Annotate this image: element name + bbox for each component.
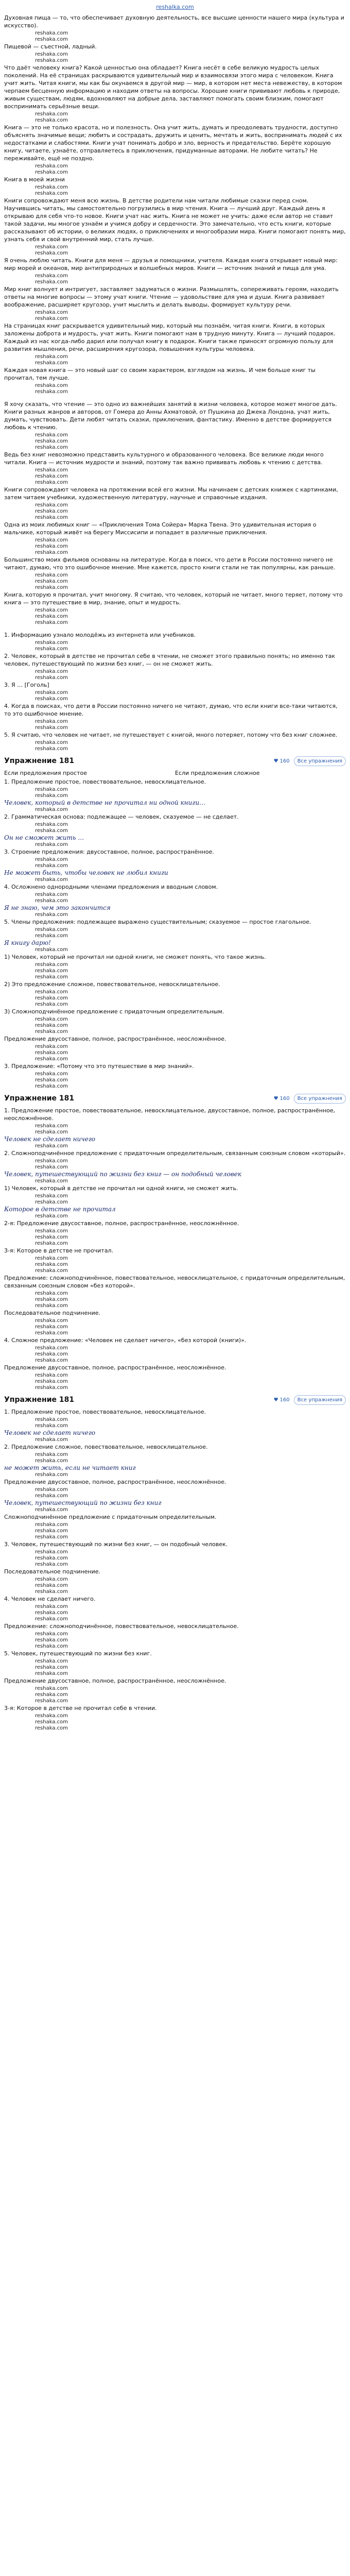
exercise-line: 5. Члены предложения: подлежащее выражено существительным; сказуемое — простое глагольное. (4, 919, 311, 925)
heart-icon: ♥ (273, 758, 278, 764)
exercise-section (4, 756, 346, 1090)
all-exercises-link[interactable]: Все упражнения (294, 756, 346, 766)
heart-icon: ♥ (273, 1096, 278, 1101)
exercise-header (4, 1395, 346, 1405)
watermark: reshaka.com (35, 1262, 68, 1267)
exercise-line: Последовательное подчинение. (4, 1310, 101, 1316)
exercise-line: 2. Предложение сложное, повествовательное, невосклицательное. (4, 1444, 208, 1450)
watermark: reshaka.com (35, 1385, 68, 1391)
exercise-line: 1) Человек, который не прочитал ни одной книги, не сможет понять, что такое жизнь. (4, 954, 266, 960)
heart-icon: ♥ (273, 1397, 278, 1403)
watermark: reshaka.com (35, 1029, 68, 1035)
exercise-line: Последовательное подчинение. (4, 1568, 101, 1575)
watermark: reshaka.com (35, 1199, 68, 1205)
watermark: reshaka.com (35, 1178, 68, 1184)
watermark: reshaka.com (35, 989, 68, 995)
numbered-sentences (4, 631, 346, 752)
watermark: reshaka.com (35, 640, 68, 646)
exercise-line: 2-я: Предложение двусоставное, полное, распространённое, неосложнённое. (4, 1220, 239, 1227)
watermark: reshaka.com (35, 383, 68, 388)
watermark: reshaka.com (35, 360, 68, 366)
like-button[interactable] (274, 757, 290, 765)
watermark: reshaka.com (35, 1193, 68, 1199)
watermark: reshaka.com (35, 607, 68, 613)
handwritten-note: не может жить, если не читает книг (4, 1464, 136, 1471)
intro-paragraph: Книги сопровождают меня всю жизнь. В детстве родители нам читали любимые сказки перед сном. Научившись читать, мы самостоятельно погрузились в мир чтения. Книга — лучший друг. Каждый день я открываю для себя что-то новое. Книги учат нас жить. Книга не может не учить: даже если автор не ставит такой задачи, мы многое узнаём и учимся добру и сердечности. Это замечательно, что есть книги, которые рассказывают об истории, о великих людях, о приключениях и многообразии мира. Книги помогают понять мир, узнать себя и свой внутренний мир, стать лучше. (4, 197, 346, 243)
watermark: reshaka.com (35, 1423, 68, 1429)
reading-paragraph: Одна из моих любимых книг — «Приключения Тома Сойера» Марка Твена. Это удивительная история о мальчике, который живёт на берегу Миссисипи и попадает в различные приключения. (4, 521, 317, 536)
watermark: reshaka.com (35, 1158, 68, 1164)
watermark: reshaka.com (35, 1123, 68, 1129)
watermark: reshaka.com (35, 184, 68, 190)
handwritten-note: Которое в детстве не прочитал (4, 1206, 116, 1213)
watermark: reshaka.com (35, 316, 68, 321)
reading-paragraph: Ведь без книг невозможно представить культурного и образованного человека. Все великие люди много читали. Книга — источник мудрости и знаний, поэтому так важно прививать любовь к чтению с детства. (4, 451, 324, 466)
watermark: reshaka.com (35, 787, 68, 792)
watermark: reshaka.com (35, 1023, 68, 1028)
exercise-controls (274, 1094, 346, 1104)
exercise-line: 4. Сложное предложение: «Человек не сделает ничего», «без которой (книги)». (4, 1337, 247, 1344)
handwritten-note: Я книгу дарю! (4, 939, 51, 946)
column-right-head: Если предложения сложное (175, 770, 260, 776)
watermark: reshaka.com (35, 863, 68, 869)
watermark: reshaka.com (35, 669, 68, 674)
watermark: reshaka.com (35, 509, 68, 514)
watermark: reshaka.com (35, 1358, 68, 1363)
handwritten-note: Человек, путешествующий по жизни без книг — он подобный человек (4, 1171, 242, 1178)
exercises (4, 756, 346, 1732)
watermark: reshaka.com (35, 1643, 68, 1649)
exercise-line: 1) Человек, который в детстве не прочитал ни одной книги, не сможет жить. (4, 1185, 238, 1192)
watermark: reshaka.com (35, 1549, 68, 1555)
exercise-line: 2. Сложноподчинённое предложение с придаточным определительным, связанным союзным словом «который». (4, 1150, 346, 1157)
handwritten-note: Человек, путешествующий по жизни без книг (4, 1499, 162, 1506)
intro-paragraph: На страницах книг раскрывается удивительный мир, который мы познаём, читая книги. Книги, в которых заложены доброта и мудрость, учат жить. Книги помогают нам в трудную минуту. Книга — лучший подарок. Каждый из нас когда-либо дарил или получал книгу в подарок. Книги также приносят огромную пользу для развития мышления, речи, расширения кругозора, повышения культуры человека. (4, 323, 336, 352)
exercise-line: 4. Осложнено однородными членами предложения и вводным словом. (4, 884, 218, 890)
exercise-section (4, 1094, 346, 1391)
watermark: reshaka.com (35, 1129, 68, 1135)
watermark: reshaka.com (35, 1234, 68, 1240)
watermark: reshaka.com (35, 1452, 68, 1458)
watermark: reshaka.com (35, 1725, 68, 1731)
exercise-header (4, 756, 346, 766)
exercise-line: Предложение двусоставное, полное, распространённое, неосложнённое. (4, 1036, 226, 1042)
numbered-sentence: 5. Я считаю, что человек не читает, не путешествует с книгой, много потеряет, потому что без книг сложнее. (4, 732, 338, 738)
reading-paragraph: Большинство моих фильмов основаны на литературе. Когда в поиск, что дети в России постоянно ничего не читают, думаю, что это ошибочное мнение. Мне кажется, просто книги стали не так популярны, как раньше. (4, 556, 336, 571)
watermark: reshaka.com (35, 550, 68, 555)
watermark: reshaka.com (35, 1713, 68, 1719)
numbered-sentence: 1. Информацию узнало молодёжь из интернета или учебников. (4, 632, 196, 638)
watermark: reshaka.com (35, 1665, 68, 1670)
watermark: reshaka.com (35, 968, 68, 974)
watermark: reshaka.com (35, 1589, 68, 1595)
intro-paragraph: Пищевой — съестной, ладный. (4, 43, 97, 50)
watermark: reshaka.com (35, 1528, 68, 1534)
watermark: reshaka.com (35, 579, 68, 584)
exercise-line: 5. Человек, путешествующий по жизни без книг. (4, 1650, 152, 1657)
reading-paragraph: Я хочу сказать, что чтение — это одно из важнейших занятий в жизни человека, которое может многое дать. Книги разных жанров и авторов, от Гомера до Анны Ахматовой, от Пушкина до Джека Лондона, учат жить, думать, чувствовать. Дети любят читать сказки, приключения, фантастику. Именно в детстве формируется любовь к чтению. (4, 401, 337, 431)
watermark: reshaka.com (35, 515, 68, 520)
watermark: reshaka.com (35, 1698, 68, 1704)
reading-text (4, 400, 346, 626)
exercise-line: Сложноподчинённое предложение с придаточным определительным. (4, 1514, 217, 1520)
watermark: reshaka.com (35, 537, 68, 543)
watermark: reshaka.com (35, 1671, 68, 1676)
watermark: reshaka.com (35, 1164, 68, 1170)
watermark: reshaka.com (35, 620, 68, 625)
like-count: 160 (279, 1096, 290, 1101)
all-exercises-link[interactable]: Все упражнения (294, 1094, 346, 1104)
intro-text (4, 14, 346, 395)
watermark: reshaka.com (35, 1507, 68, 1513)
watermark: reshaka.com (35, 614, 68, 619)
watermark: reshaka.com (35, 1268, 68, 1274)
watermark: reshaka.com (35, 52, 68, 57)
exercise-title: Упражнение 181 (4, 1094, 75, 1103)
watermark: reshaka.com (35, 1522, 68, 1528)
like-count: 160 (279, 1397, 290, 1403)
watermark: reshaka.com (35, 1719, 68, 1725)
watermark: reshaka.com (35, 947, 68, 953)
watermark: reshaka.com (35, 438, 68, 444)
watermark: reshaka.com (35, 1213, 68, 1219)
watermark: reshaka.com (35, 191, 68, 196)
watermark: reshaka.com (35, 1071, 68, 1077)
watermark: reshaka.com (35, 898, 68, 904)
watermark: reshaka.com (35, 1002, 68, 1007)
watermark: reshaka.com (35, 974, 68, 980)
watermark: reshaka.com (35, 111, 68, 117)
exercise-line: 4. Человек не сделает ничего. (4, 1596, 96, 1602)
watermark: reshaka.com (35, 877, 68, 883)
exercise-line: Предложение двусоставное, полное, распространённое, неосложнённое. (4, 1677, 226, 1684)
watermark: reshaka.com (35, 696, 68, 702)
watermark: reshaka.com (35, 1534, 68, 1540)
watermark: reshaka.com (35, 1658, 68, 1664)
watermark: reshaka.com (35, 1493, 68, 1499)
handwritten-note: Я не знаю, чем это закончится (4, 904, 111, 911)
numbered-sentence: 4. Когда в поисках, что дети в России постоянно ничего не читают, думаю, что если книги все-таки читаются, то это ошибочное мнение. (4, 703, 338, 717)
watermark: reshaka.com (35, 279, 68, 285)
watermark: reshaka.com (35, 310, 68, 315)
intro-paragraph: Я очень люблю читать. Книги для меня — друзья и помощники, учителя. Каждая книга открывает новый мир: мир морей и океанов, мир антиприродных и волшебных миров. Книги — источник знаний и пища для ума. (4, 257, 338, 272)
watermark: reshaka.com (35, 544, 68, 549)
watermark: reshaka.com (35, 793, 68, 799)
handwritten-note: Человек не сделает ничего (4, 1136, 96, 1143)
watermark: reshaka.com (35, 690, 68, 696)
watermark: reshaka.com (35, 170, 68, 175)
watermark: reshaka.com (35, 445, 68, 450)
watermark: reshaka.com (35, 1143, 68, 1149)
handwritten-note: Не может быть, чтобы человек не любил книги (4, 869, 168, 876)
numbered-sentence: 3. Я … [Гоголь] (4, 682, 49, 688)
watermark: reshaka.com (35, 1472, 68, 1478)
exercise-controls (274, 1395, 346, 1405)
watermark: reshaka.com (35, 807, 68, 812)
exercise-line: 1. Предложение простое, повествовательное, невосклицательное. (4, 1409, 206, 1415)
exercise-line: 2) Это предложение сложное, повествовательное, невосклицательное. (4, 981, 220, 988)
watermark: reshaka.com (35, 480, 68, 485)
reading-paragraph: Книги сопровождают человека на протяжении всей его жизни. Мы начинаем с детских книжек с картинками, затем читаем учебники, художественную литературу, научные и справочные издания. (4, 486, 338, 501)
exercise-title: Упражнение 181 (4, 1396, 75, 1404)
watermark: reshaka.com (35, 1077, 68, 1083)
watermark: reshaka.com (35, 473, 68, 479)
watermark: reshaka.com (35, 1616, 68, 1622)
watermark: reshaka.com (35, 1555, 68, 1561)
watermark: reshaka.com (35, 354, 68, 360)
watermark: reshaka.com (35, 1487, 68, 1493)
handwritten-note: Он не сможет жить … (4, 834, 84, 841)
watermark: reshaka.com (35, 1372, 68, 1378)
watermark: reshaka.com (35, 857, 68, 862)
watermark: reshaka.com (35, 912, 68, 918)
columns-header-row (4, 769, 346, 778)
watermark: reshaka.com (35, 828, 68, 834)
watermark: reshaka.com (35, 1303, 68, 1309)
exercise-line: 2. Грамматическая основа: подлежащее — человек, сказуемое — не сделает. (4, 814, 239, 820)
handwritten-note: Человек не сделает ничего (4, 1429, 96, 1436)
exercise-line: Предложение двусоставное, полное, распространённое, неосложнённое. (4, 1479, 226, 1485)
watermark: reshaka.com (35, 933, 68, 939)
watermark: reshaka.com (35, 502, 68, 508)
watermark: reshaka.com (35, 1318, 68, 1324)
watermark: reshaka.com (35, 117, 68, 123)
reading-paragraph: Книга, которую я прочитал, учит многому. Я считаю, что человек, который не читает, много теряет, потому что книга — это путешествие в мир, знание, опыт и мудрость. (4, 591, 343, 606)
exercise-line: Предложение двусоставное, полное, распространённое, неосложнённое. (4, 1364, 226, 1371)
watermark: reshaka.com (35, 467, 68, 473)
watermark: reshaka.com (35, 1631, 68, 1637)
all-exercises-link[interactable]: Все упражнения (294, 1395, 346, 1405)
watermark: reshaka.com (35, 1256, 68, 1261)
watermark: reshaka.com (35, 962, 68, 968)
watermark: reshaka.com (35, 1637, 68, 1643)
watermark: reshaka.com (35, 746, 68, 752)
watermark: reshaka.com (35, 1583, 68, 1588)
watermark: reshaka.com (35, 822, 68, 827)
watermark: reshaka.com (35, 1351, 68, 1357)
watermark: reshaka.com (35, 1297, 68, 1302)
exercise-line: 3. Предложение: «Потому что это путешествие в мир знаний». (4, 1063, 194, 1070)
watermark: reshaka.com (35, 37, 68, 42)
watermark: reshaka.com (35, 1016, 68, 1022)
intro-paragraph: Мир книг волнует и интригует, заставляет задуматься о жизни. Размышлять, сопереживать героям, находить ответы на многие вопросы — этому учат книги. Чтение — удовольствие для ума и души. Книга развивает воображение, расширяет кругозор, учит мыслить и делать выводы, формирует культуру речи. (4, 286, 339, 308)
watermark: reshaka.com (35, 725, 68, 731)
watermark: reshaka.com (35, 30, 68, 36)
watermark: reshaka.com (35, 1083, 68, 1089)
watermark: reshaka.com (35, 1417, 68, 1422)
exercise-header (4, 1094, 346, 1104)
watermark: reshaka.com (35, 995, 68, 1001)
watermark: reshaka.com (35, 1241, 68, 1246)
intro-paragraph: Духовная пища — то, что обеспечивает духовную деятельность, все высшие ценности нашего мира (культура и искусство). (4, 14, 344, 29)
watermark: reshaka.com (35, 892, 68, 897)
exercise-controls (274, 756, 346, 766)
column-left-head: Если предложения простое (4, 770, 87, 776)
handwritten-note: Человек, который в детстве не прочитал ни одной книги… (4, 799, 206, 806)
watermark: reshaka.com (35, 1324, 68, 1330)
watermark: reshaka.com (35, 1345, 68, 1351)
intro-paragraph: Книга — это не только красота, но и полезность. Она учит жить, думать и преодолевать трудности, доступно объяснять значимые вещи; любить и сострадать, дружить и ценить, мечтать и жить, воспринимать людей с их недостатками и слабостями. Книги учат понимать добро и зло, верность и предательство. Берёте хорошую книгу, читаете, узнаёте, отправляетесь в приключения, придуманные авторами. Не любите читать? Не переживайте, ещё не поздно. (4, 124, 342, 162)
columns-table (4, 769, 346, 778)
watermark: reshaka.com (35, 389, 68, 395)
like-count: 160 (279, 758, 290, 764)
watermark: reshaka.com (35, 675, 68, 681)
exercise-line: 1. Предложение простое, повествовательное, невосклицательное. (4, 778, 206, 785)
watermark: reshaka.com (35, 572, 68, 578)
watermark: reshaka.com (35, 1044, 68, 1049)
exercise-section (4, 1395, 346, 1732)
watermark: reshaka.com (35, 1228, 68, 1234)
watermark: reshaka.com (35, 1692, 68, 1698)
watermark: reshaka.com (35, 58, 68, 63)
watermark: reshaka.com (35, 250, 68, 256)
watermark: reshaka.com (35, 1562, 68, 1567)
watermark: reshaka.com (35, 740, 68, 745)
watermark: reshaka.com (35, 273, 68, 279)
watermark: reshaka.com (35, 1686, 68, 1691)
watermark: reshaka.com (35, 432, 68, 438)
exercise-line: 3) Сложноподчинённое предложение с придаточным определительным. (4, 1008, 224, 1015)
watermark: reshaka.com (35, 1458, 68, 1464)
watermark: reshaka.com (35, 927, 68, 933)
like-button[interactable] (274, 1396, 290, 1404)
intro-paragraph: Каждая новая книга — это новый шаг со своим характером, взглядом на жизнь. И чем больше книг ты прочитал, тем лучше. (4, 367, 316, 381)
watermark: reshaka.com (35, 1577, 68, 1582)
watermark: reshaka.com (35, 1379, 68, 1384)
site-link[interactable]: reshalka.com (156, 4, 194, 10)
watermark: reshaka.com (35, 1291, 68, 1296)
exercise-line: 3. Человек, путешествующий по жизни без книг, — он подобный человек. (4, 1541, 228, 1548)
watermark: reshaka.com (35, 646, 68, 652)
watermark: reshaka.com (35, 585, 68, 590)
exercise-line: 3. Строение предложения: двусоставное, полное, распространённое. (4, 849, 214, 855)
exercise-line: 3-я: Которое в детстве не прочитал. (4, 1247, 114, 1254)
watermark: reshaka.com (35, 1610, 68, 1616)
intro-paragraph: Что даёт человеку книга? Какой ценностью она обладает? Книга несёт в себе великую мудрость целых поколений. На её страницах раскрываются удивительный мир и взаимосвязи этого мира с человеком. Книга учит жить. Читая книги, мы как бы окунаемся в другой мир — мир, в котором нет места невежеству, в котором черпаем бесценную информацию и находим ответы на вопросы. Хорошие книги прививают любовь к природе, живым существам, людям, вдохновляют на добрые дела, заставляют помогать своим близким, помогают воспринимать серьёзные вещи. (4, 64, 342, 110)
watermark: reshaka.com (35, 244, 68, 250)
exercise-line: 1. Предложение простое, повествовательное, невосклицательное, двусоставное, полное, распространённое, неосложнённое. (4, 1107, 336, 1122)
watermark: reshaka.com (35, 1056, 68, 1062)
watermark: reshaka.com (35, 163, 68, 169)
watermark: reshaka.com (35, 842, 68, 848)
watermark: reshaka.com (35, 1437, 68, 1443)
watermark: reshaka.com (35, 1050, 68, 1056)
exercise-line: 3-я: Которое в детстве не прочитал себе в чтении. (4, 1705, 157, 1711)
like-button[interactable] (274, 1095, 290, 1103)
watermark: reshaka.com (35, 1604, 68, 1609)
numbered-sentence: 2. Человек, который в детстве не прочитал себе в чтении, не сможет этого правильно понять; но именно так человек, путешествующий по жизни без книг, — он не сможет жить. (4, 653, 336, 667)
watermark: reshaka.com (35, 1330, 68, 1336)
exercise-line: Предложение: сложноподчинённое, повествовательное, невосклицательное. (4, 1623, 239, 1630)
exercise-title: Упражнение 181 (4, 757, 75, 765)
exercise-line: Предложение: сложноподчинённое, повествовательное, невосклицательное, с придаточным определительным, связанным союзным словом «без которой». (4, 1275, 345, 1289)
intro-paragraph: Книга в моей жизни (4, 176, 65, 183)
watermark: reshaka.com (35, 719, 68, 724)
